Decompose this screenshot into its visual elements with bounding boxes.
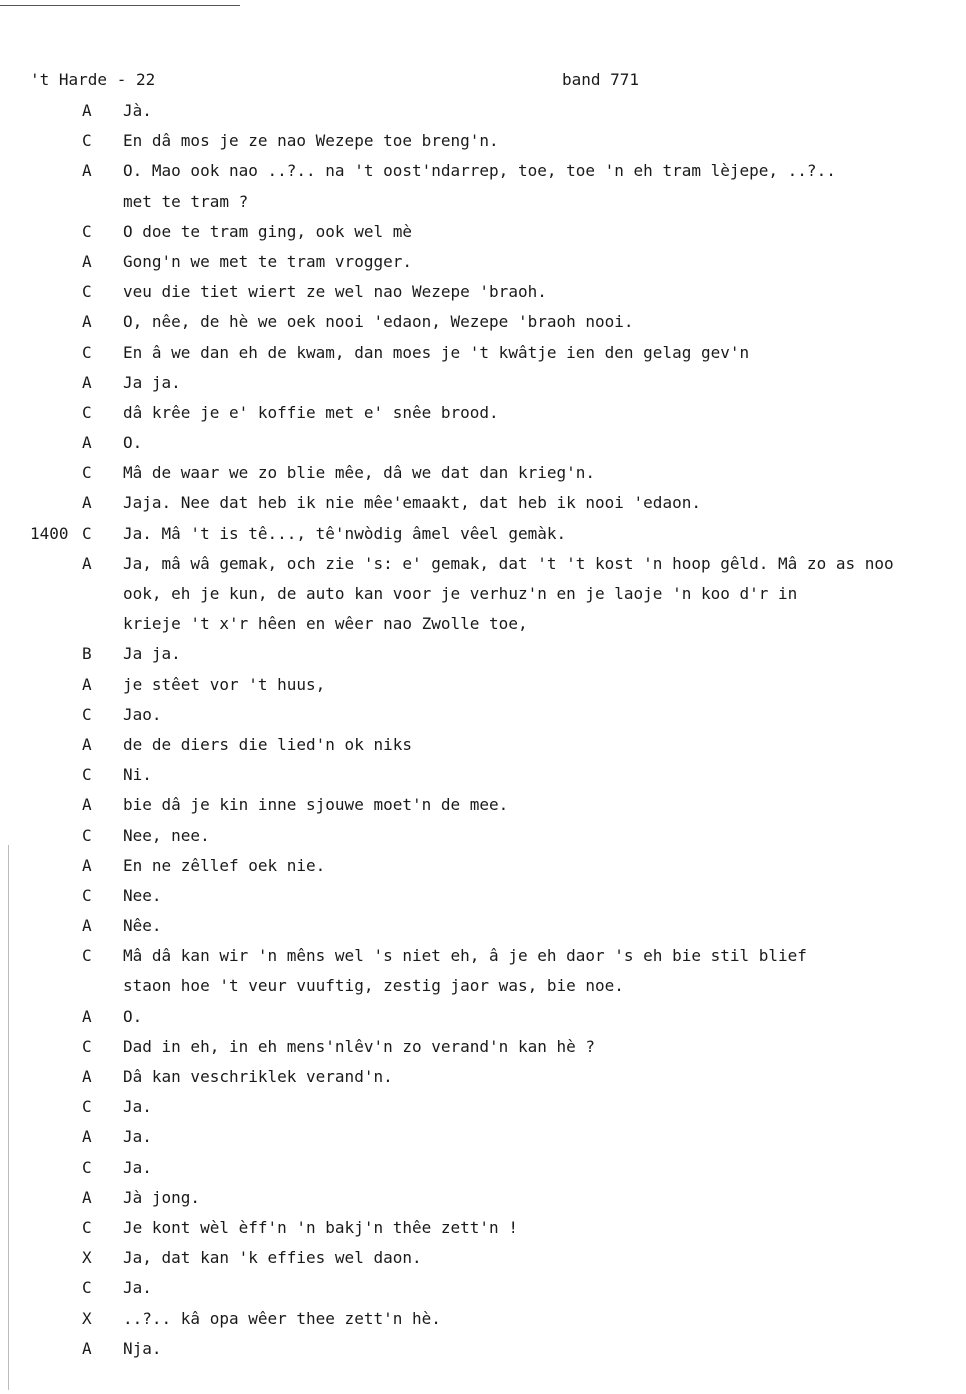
speaker-label: C [82, 1278, 92, 1298]
utterance-text: Ja. Mâ 't is tê..., tê'nwòdig âmel vêel gemàk. [123, 523, 567, 543]
transcript-line [0, 971, 966, 1001]
speaker-label: C [82, 825, 92, 845]
utterance-text: Nja. [123, 1338, 162, 1358]
utterance-text: En ne zêllef oek nie. [123, 855, 326, 875]
speaker-label: A [82, 493, 92, 513]
transcript-line [0, 851, 966, 881]
utterance-text: Ja, dat kan 'k effies wel daon. [123, 1248, 422, 1268]
speaker-label: C [82, 523, 92, 543]
speaker-label: A [82, 433, 92, 453]
transcript-line [0, 488, 966, 518]
speaker-label: X [82, 1308, 92, 1328]
speaker-label: A [82, 101, 92, 120]
utterance-text: Ja. [123, 1097, 152, 1117]
transcript-line [0, 338, 966, 368]
transcript-line [0, 247, 966, 277]
speaker-label: A [82, 1006, 92, 1026]
transcript-line [0, 1183, 966, 1213]
speaker-label: X [82, 1248, 92, 1268]
top-rule [0, 5, 240, 6]
transcript-line [0, 187, 966, 217]
transcript-line [0, 398, 966, 428]
speaker-label: C [82, 885, 92, 905]
transcript-line [0, 549, 966, 579]
transcript-line [0, 1213, 966, 1243]
utterance-text: Nêe. [123, 916, 162, 936]
speaker-label: C [82, 221, 92, 241]
speaker-label: A [82, 372, 92, 392]
transcript-line [0, 1273, 966, 1303]
band-number: band 771 [562, 70, 640, 89]
utterance-text: Jao. [123, 704, 162, 724]
speaker-label: A [82, 916, 92, 936]
utterance-text: Mâ dâ kan wir 'n mêns wel 's niet eh, â je eh daor 's eh bie stil blief [123, 946, 807, 966]
speaker-label: A [82, 1187, 92, 1207]
speaker-label: A [82, 1067, 92, 1086]
utterance-text: dâ krêe je e' koffie met e' snêe brood. [123, 402, 499, 422]
utterance-text: Jà jong. [123, 1187, 201, 1207]
utterance-text: Ja. [123, 1127, 152, 1147]
transcript-line [0, 1304, 966, 1334]
utterance-text: met te tram ? [123, 191, 249, 211]
speaker-label: A [82, 312, 92, 332]
speaker-label: A [82, 1127, 92, 1147]
transcript-line [0, 730, 966, 760]
transcript-line [0, 639, 966, 669]
utterance-text: Nee. [123, 885, 162, 905]
speaker-label: C [82, 1097, 92, 1117]
utterance-text: Jà. [123, 101, 152, 120]
transcript-line [0, 911, 966, 941]
transcript-line [0, 1153, 966, 1183]
speaker-label: C [82, 1157, 92, 1177]
speaker-label: C [82, 282, 92, 302]
transcript-line [0, 96, 966, 126]
speaker-label: A [82, 161, 92, 181]
utterance-text: Gong'n we met te tram vrogger. [123, 251, 412, 271]
transcript-line [0, 1062, 966, 1092]
transcript-line [0, 519, 966, 549]
transcript-line [0, 1092, 966, 1122]
speaker-label: C [82, 765, 92, 785]
speaker-label: A [82, 855, 92, 875]
utterance-text: staon hoe 't veur vuuftig, zestig jaor was, bie noe. [123, 976, 624, 996]
speaker-label: A [82, 1338, 92, 1358]
utterance-text: Ja. [123, 1278, 152, 1298]
transcript-line [0, 217, 966, 247]
transcript-line [0, 760, 966, 790]
utterance-text: Ja, mâ wâ gemak, och zie 's: e' gemak, dat 't 't kost 'n hoop gêld. Mâ zo as noo [123, 553, 894, 573]
utterance-text: de de diers die lied'n ok niks [123, 734, 412, 754]
speaker-label: C [82, 131, 92, 151]
speaker-label: B [82, 644, 92, 664]
transcript-line [0, 368, 966, 398]
utterance-text: O. [123, 1006, 143, 1026]
transcript-line [0, 307, 966, 337]
utterance-text: Mâ de waar we zo blie mêe, dâ we dat dan krieg'n. [123, 463, 596, 483]
utterance-text: veu die tiet wiert ze wel nao Wezepe 'braoh. [123, 282, 547, 302]
speaker-label: C [82, 402, 92, 422]
speaker-label: A [82, 795, 92, 815]
utterance-text: je stêet vor 't huus, [123, 674, 326, 694]
utterance-text: ook, eh je kun, de auto kan voor je verhuz'n en je laoje 'n koo d'r in [123, 584, 798, 603]
transcript-line [0, 821, 966, 851]
line-number: 1400 [30, 523, 69, 543]
speaker-label: A [82, 674, 92, 694]
transcript-line [0, 1122, 966, 1152]
transcript-line [0, 428, 966, 458]
speaker-label: C [82, 946, 92, 966]
transcript-line [0, 941, 966, 971]
document-title: 't Harde - 22 [30, 70, 156, 89]
utterance-text: bie dâ je kin inne sjouwe moet'n de mee. [123, 795, 509, 815]
utterance-text: O. Mao ook nao ..?.. na 't oost'ndarrep, toe, toe 'n eh tram lèjepe, ..?.. [123, 161, 836, 181]
utterance-text: Ja. [123, 1157, 152, 1177]
transcript-line [0, 609, 966, 639]
utterance-text: Ja ja. [123, 644, 181, 664]
utterance-text: krieje 't x'r hêen en wêer nao Zwolle toe, [123, 614, 528, 634]
utterance-text: Dad in eh, in eh mens'nlêv'n zo verand'n kan hè ? [123, 1036, 596, 1056]
transcript-line [0, 277, 966, 307]
speaker-label: C [82, 342, 92, 362]
transcript-line [0, 700, 966, 730]
transcript-line [0, 156, 966, 186]
transcript-line [0, 790, 966, 820]
utterance-text: Je kont wèl èff'n 'n bakj'n thêe zett'n ! [123, 1217, 518, 1237]
utterance-text: O. [123, 433, 143, 453]
transcript-line [0, 126, 966, 156]
transcript-line [0, 1334, 966, 1364]
transcript-line [0, 579, 966, 609]
transcript-line [0, 1002, 966, 1032]
speaker-label: A [82, 734, 92, 754]
transcript-line [0, 1243, 966, 1273]
transcript-line [0, 670, 966, 700]
page-header [30, 70, 950, 92]
utterance-text: Ni. [123, 765, 152, 785]
utterance-text: Jaja. Nee dat heb ik nie mêe'emaakt, dat heb ik nooi 'edaon. [123, 493, 701, 513]
utterance-text: Dâ kan veschriklek verand'n. [123, 1067, 393, 1086]
transcript-line [0, 1032, 966, 1062]
utterance-text: ..?.. kâ opa wêer thee zett'n hè. [123, 1308, 441, 1328]
speaker-label: A [82, 251, 92, 271]
transcript-line [0, 458, 966, 488]
speaker-label: A [82, 553, 92, 573]
speaker-label: C [82, 1036, 92, 1056]
utterance-text: En dâ mos je ze nao Wezepe toe breng'n. [123, 131, 499, 151]
speaker-label: C [82, 704, 92, 724]
transcript [0, 96, 966, 1364]
transcript-line [0, 881, 966, 911]
utterance-text: Ja ja. [123, 372, 181, 392]
utterance-text: En â we dan eh de kwam, dan moes je 't kwâtje ien den gelag gev'n [123, 342, 750, 362]
utterance-text: Nee, nee. [123, 825, 210, 845]
utterance-text: O doe te tram ging, ook wel mè [123, 221, 412, 241]
speaker-label: C [82, 1217, 92, 1237]
utterance-text: O, nêe, de hè we oek nooi 'edaon, Wezepe 'braoh nooi. [123, 312, 634, 332]
speaker-label: C [82, 463, 92, 483]
